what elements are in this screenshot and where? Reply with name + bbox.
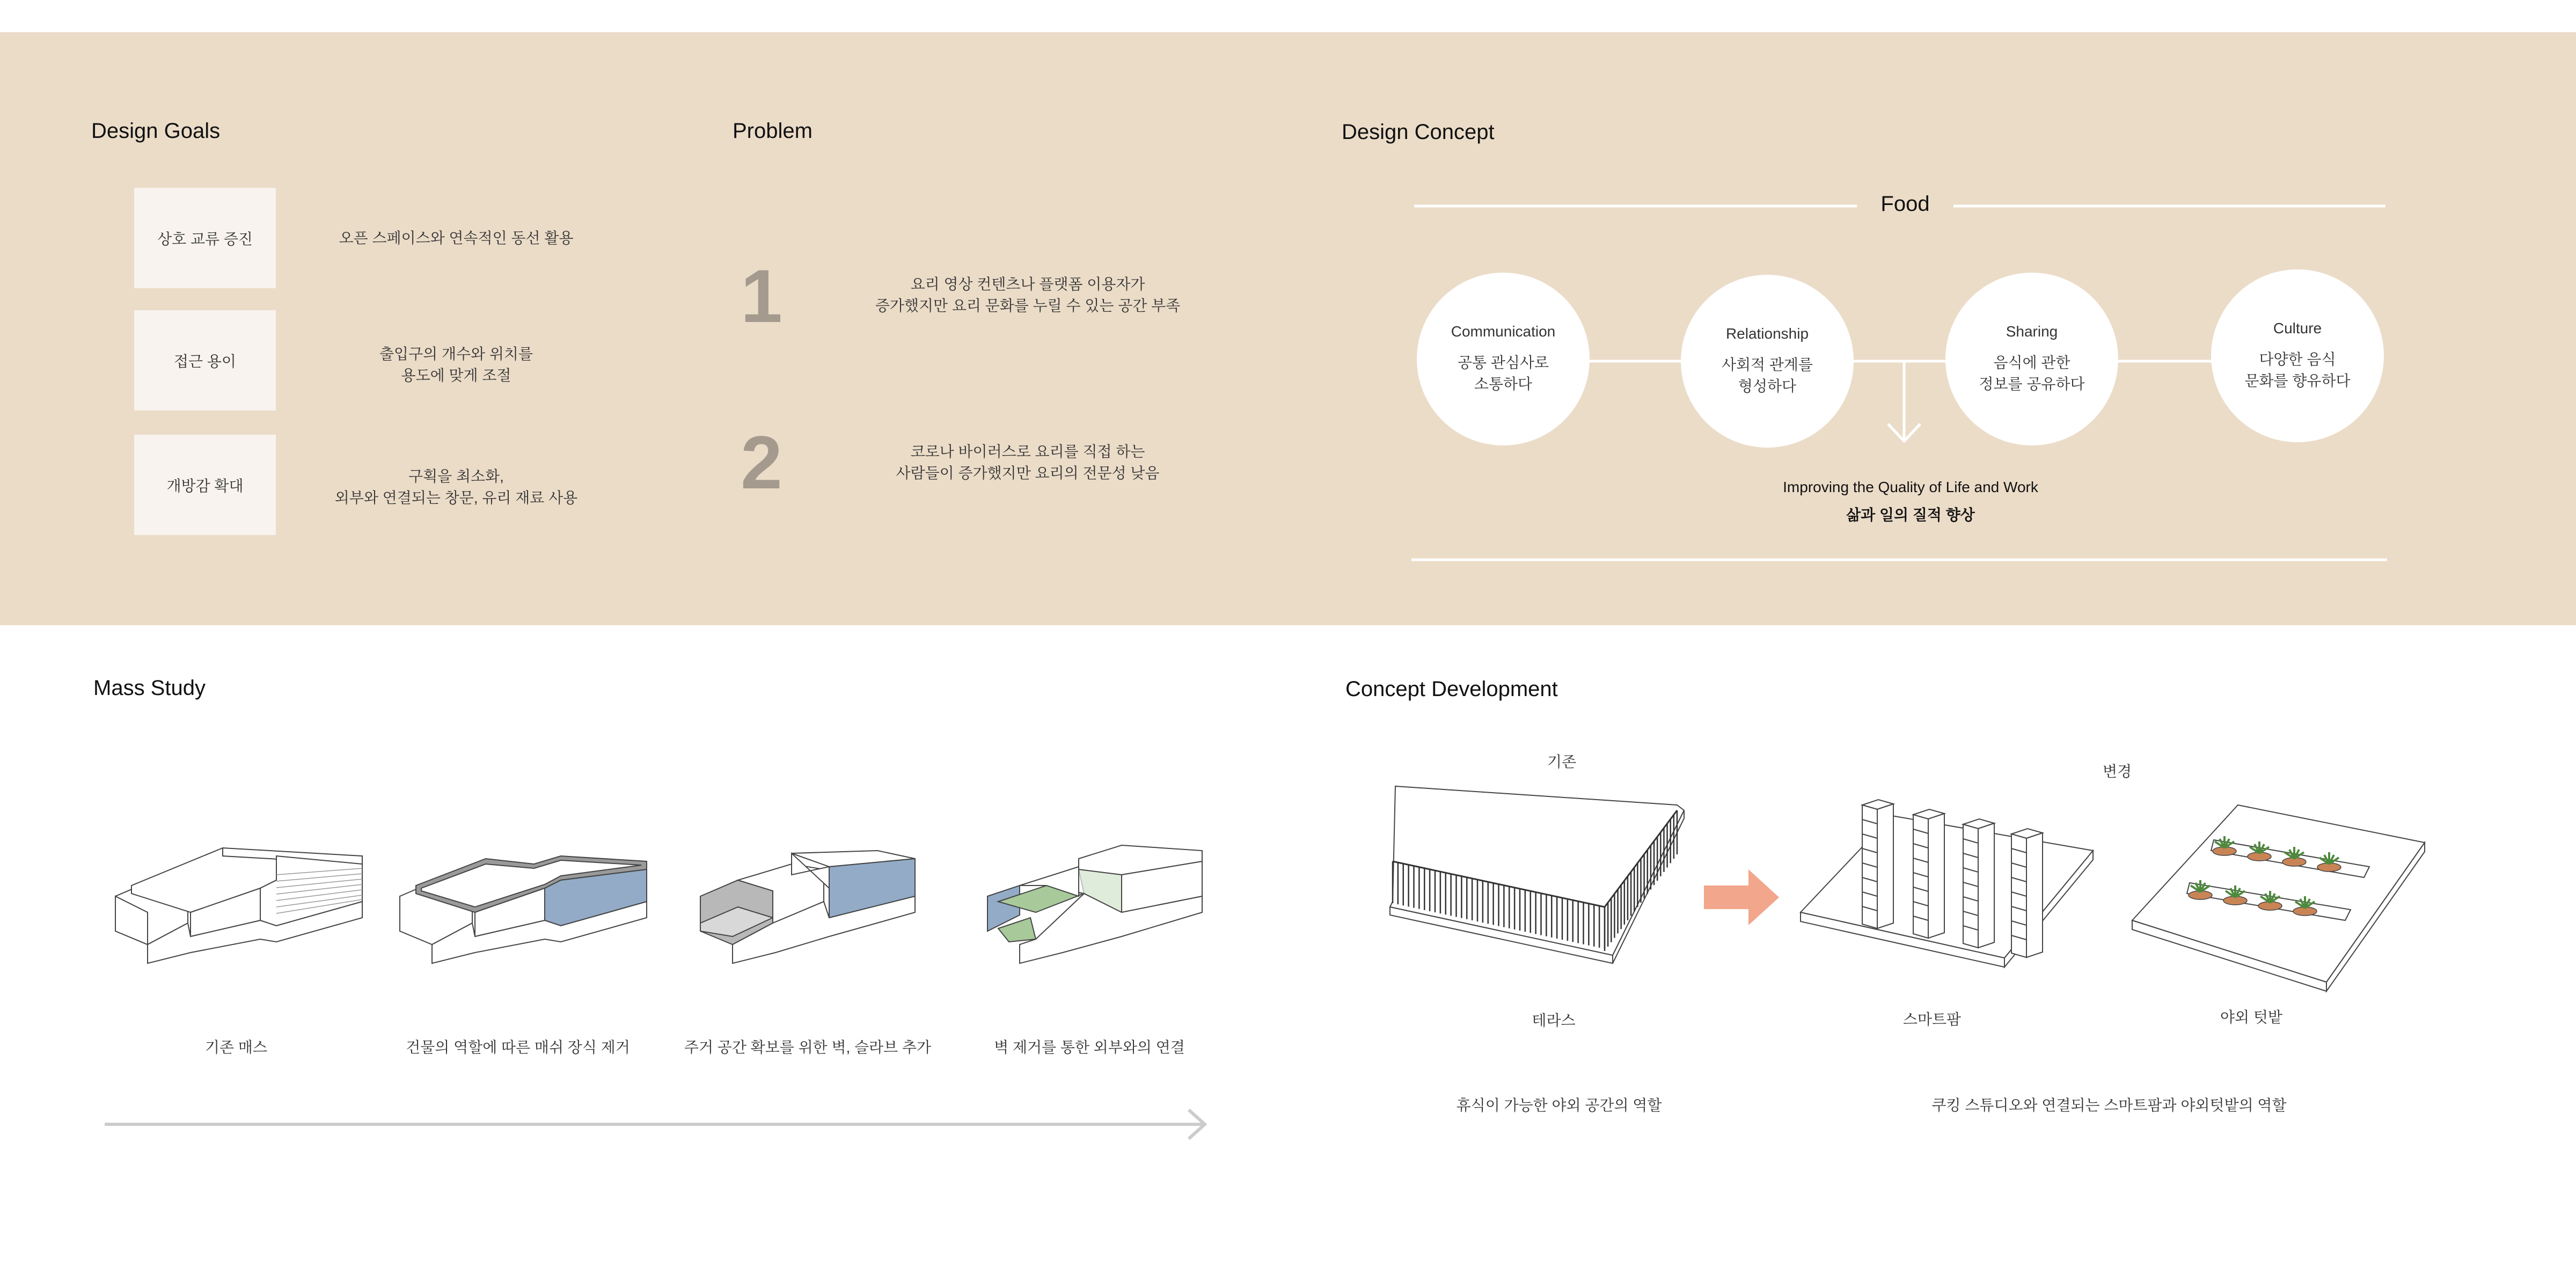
goal-label: 상호 교류 증진 <box>157 230 253 247</box>
goal-label: 개방감 확대 <box>166 477 244 494</box>
concept-circle-culture <box>2211 269 2384 442</box>
terrace-drawing <box>1390 786 1684 963</box>
before-label: 기존 <box>1547 753 1577 770</box>
problem-number: 1 <box>741 254 782 338</box>
mass-step-caption: 건물의 역할에 따른 매쉬 장식 제거 <box>406 1039 630 1056</box>
mass-model-3 <box>700 851 915 963</box>
problem-text: 코로나 바이러스로 요리를 직접 하는 사람들이 증가했지만 요리의 전문성 낮음 <box>896 443 1160 481</box>
concept-development-title: Concept Development <box>1345 677 1558 701</box>
circle-subtitle: 다양한 음식 문화를 향유하다 <box>2244 351 2351 389</box>
mass-study-title: Mass Study <box>93 676 206 700</box>
circle-title: Culture <box>2273 320 2322 336</box>
problem-number: 2 <box>741 420 782 504</box>
circle-subtitle: 음식에 관한 정보를 공유하다 <box>1979 354 2085 392</box>
problem-title: Problem <box>733 119 813 143</box>
goal-description: 구획을 최소화, 외부와 연결되는 창문, 유리 재료 사용 <box>334 468 578 506</box>
goal-label: 접근 용이 <box>174 353 236 370</box>
circle-title: Communication <box>1451 323 1556 340</box>
circle-subtitle: 사회적 관계를 형성하다 <box>1721 356 1813 394</box>
concept-development-drawings <box>1288 751 2469 1020</box>
before-role-text: 휴식이 가능한 야외 공간의 역할 <box>1456 1097 1662 1114</box>
circle-subtitle: 공통 관심사로 소통하다 <box>1457 354 1549 392</box>
design-goals-title: Design Goals <box>91 119 221 143</box>
outdoor-garden-caption: 야외 텃밭 <box>2220 1009 2282 1026</box>
mass-model-4 <box>987 845 1202 963</box>
mass-model-2 <box>400 856 647 963</box>
goal-description: 오픈 스페이스와 연속적인 동선 활용 <box>339 230 574 246</box>
circle-title: Sharing <box>2006 323 2058 340</box>
smart-farm-drawing <box>1801 800 2093 967</box>
food-label: Food <box>1857 192 1953 216</box>
after-label: 변경 <box>2102 763 2132 780</box>
concept-result-ko: 삶과 일의 질적 향상 <box>1846 507 1975 523</box>
concept-circle-communication <box>1417 273 1590 445</box>
transition-arrow <box>1704 869 1779 925</box>
concept-circle-relationship <box>1681 275 1854 448</box>
smart-farm-caption: 스마트팜 <box>1902 1011 1962 1028</box>
circle-title: Relationship <box>1725 325 1809 342</box>
after-role-text: 쿠킹 스튜디오와 연결되는 스마트팜과 야외텃밭의 역할 <box>1931 1097 2287 1114</box>
terrace-caption: 테라스 <box>1532 1012 1576 1029</box>
mass-step-caption: 벽 제거를 통한 외부와의 연결 <box>994 1039 1185 1056</box>
design-concept-title: Design Concept <box>1342 120 1495 144</box>
mass-step-caption: 주거 공간 확보를 위한 벽, 슬라브 추가 <box>684 1039 932 1056</box>
concept-result-en: Improving the Quality of Life and Work <box>1783 479 2038 495</box>
outdoor-garden-drawing <box>2132 805 2425 991</box>
goal-description: 출입구의 개수와 위치를 용도에 맞게 조절 <box>379 346 533 384</box>
concept-circle-sharing <box>1945 273 2118 445</box>
mass-model-1 <box>115 848 362 963</box>
mass-step-caption: 기존 매스 <box>205 1039 267 1056</box>
problem-text: 요리 영상 컨텐츠나 플랫폼 이용자가 증가했지만 요리 문화를 누릴 수 있는 공간 부족 <box>875 276 1181 314</box>
